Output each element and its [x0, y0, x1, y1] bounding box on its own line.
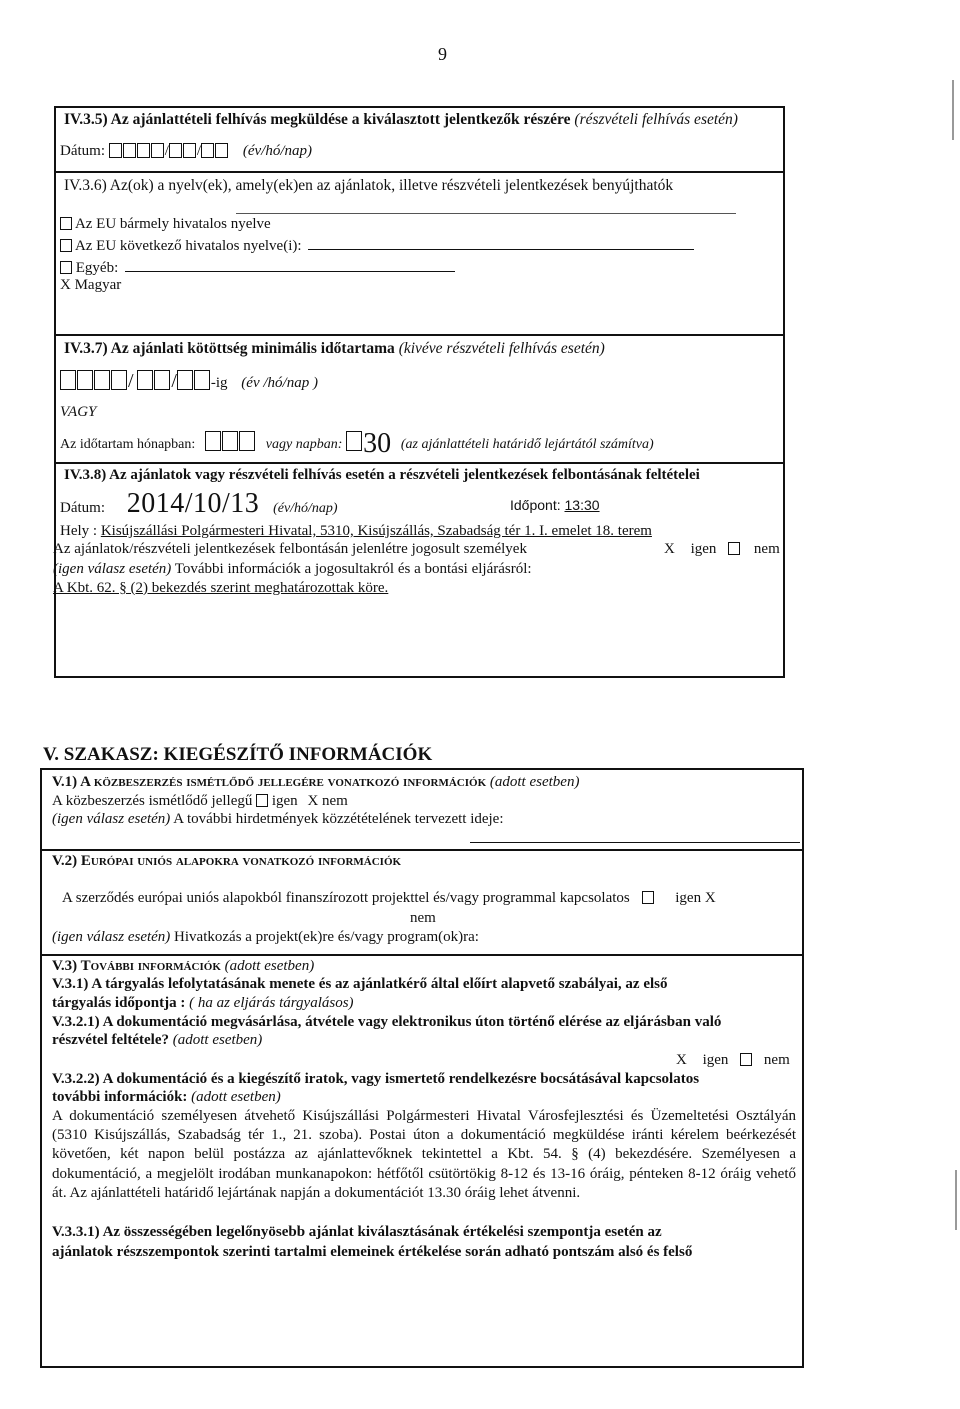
iv37-months-label: Az időtartam hónapban:: [60, 437, 196, 452]
iv38-date-row: [60, 488, 338, 520]
lang-specific-label: Az EU következő hivatalos nyelve(i):: [74, 238, 302, 254]
iv37-day-boxes[interactable]: [177, 370, 211, 395]
v322-body: A dokumentáció személyesen átvehető Kisújszállási Polgármesteri Hivatal Városfejlesztési és Üzemeltetési Osztályán (5310 Kisújszállás, Szabadság tér 1., 21. szoba). Postai úton a dokumentáció megküldése iránti kérelem beérkezését követően, két napon belül postázza az ajánlattevőknek tekintettel a Kbt. 54. § (4) bekezdésére. Személyesen a dokumentáció, a megjelölt irodában munkanapokon: hétfőtől csütörtökig 8-12 és 13-16 óráig, pénteken 8-12 óráig vehető át. Az ajánlattételi határidő lejártának napján a dokumentációt 13.30 óráig lehet átvenni.: [52, 1108, 796, 1201]
iv36-opt2-row: [60, 238, 694, 255]
divider-iv38: [54, 462, 785, 464]
v2-title: V.2) Európai uniós alapokra vonatkozó információk: [52, 853, 402, 869]
iv35-date-format: (év/hó/nap): [242, 143, 312, 159]
v322-title: V.3.2.2) A dokumentáció és a kiegészítő iratok, vagy ismertető rendelkezésre bocsátásával kapcsolatos: [52, 1071, 700, 1087]
v2-text: A szerződés európai uniós alapokból finanszírozott projekttel és/vagy programmal kapcsolatos: [62, 890, 630, 906]
lang-other-label: Egyéb:: [75, 260, 119, 276]
v322-note: (adott esetben): [191, 1089, 281, 1105]
iv38-info-row: [53, 561, 532, 578]
v31-title: V.3.1) A tárgyalás lefolytatásának menete és az ajánlatkérő által előírt alapvető szabályai, az első: [52, 976, 668, 992]
iv38-yesno: [664, 541, 780, 558]
v1-yes-label: igen: [271, 793, 298, 809]
iv35-month-boxes[interactable]: [169, 143, 197, 163]
v321-title: V.3.2.1) A dokumentáció megvásárlása, átvétele vagy elektronikus úton történő elérése az eljárásban való: [52, 1014, 722, 1030]
iv37-date-row: [60, 370, 318, 395]
v1-yes-checkbox[interactable]: [256, 794, 268, 807]
v2-line2: [52, 929, 479, 946]
lang-other-checkbox[interactable]: [60, 261, 72, 274]
v1-note2: (igen válasz esetén): [52, 811, 171, 827]
v3-note: (adott esetben): [224, 958, 315, 974]
divider-v3: [40, 954, 804, 956]
section-v-heading: V. SZAKASZ: KIEGÉSZÍTŐ INFORMÁCIÓK: [43, 744, 433, 765]
v3-title: V.3) További információk: [52, 958, 221, 974]
iv37-note: (kivéve részvételi felhívás esetén): [398, 340, 605, 357]
iv36-opt1-row: [60, 216, 271, 233]
v321-yes-label: igen: [702, 1052, 729, 1068]
iv38-yes-label: igen: [690, 541, 717, 557]
iv38-info-note: (igen válasz esetén): [53, 561, 172, 577]
iv37-days-value: 30: [363, 428, 392, 459]
iv38-title: IV.3.8) Az ajánlatok vagy részvételi felhívás esetén a részvételi jelentkezések felbontásának feltételei: [64, 467, 700, 483]
iv38-no-checkbox[interactable]: [728, 542, 740, 555]
scan-edge-mark: [955, 1170, 957, 1230]
iv37-months-boxes[interactable]: [205, 431, 256, 456]
iv37-days-box[interactable]: [346, 431, 363, 456]
iv38-time-row: [510, 497, 600, 513]
lang-specific-field[interactable]: [308, 249, 694, 250]
v31-title2: tárgyalás időpontja :: [52, 995, 186, 1011]
iv37-ig: -ig: [210, 375, 228, 391]
iv37-vagy: VAGY: [60, 404, 97, 420]
lang-magyar: X Magyar: [60, 277, 122, 293]
v331-title2: ajánlatok részszempontok szerinti tartalmi elemeinek értékelése során adható pontszám alsó és felső: [52, 1244, 693, 1260]
v1-answer-line[interactable]: [470, 842, 800, 843]
iv38-place-row: [60, 523, 652, 540]
slash: /: [164, 143, 169, 159]
iv35-date-row: [60, 143, 312, 163]
v321-title2: részvétel feltétele?: [52, 1032, 169, 1048]
v2-note: (igen válasz esetén): [52, 929, 171, 945]
v1-title-row: [52, 774, 579, 791]
iv37-year-boxes[interactable]: [60, 370, 128, 395]
v331-title: V.3.3.1) Az összességében legelőnyösebb ajánlat kiválasztásának értékelési szempontja esetén az: [52, 1224, 662, 1240]
iv38-time-label: Időpont:: [510, 497, 561, 513]
iv38-time-value: 13:30: [564, 497, 600, 513]
v2-yes-label: igen X: [675, 890, 716, 906]
iv37-title: IV.3.7) Az ajánlati kötöttség minimális időtartama: [64, 340, 395, 357]
iv38-yes-mark[interactable]: X: [664, 541, 675, 557]
iv35-title-row: [64, 111, 738, 129]
iv35-note: (részvételi felhívás esetén): [574, 111, 738, 128]
v1-title: V.1) A közbeszerzés ismétlődő jellegére vonatkozó információk: [52, 774, 487, 790]
v31-title2-row: [52, 995, 354, 1012]
iv38-date-label: Dátum:: [60, 500, 105, 516]
iv38-kbt-text: A Kbt. 62. § (2) bekezdés szerint meghatározottak köre.: [53, 580, 389, 596]
divider-v2: [40, 849, 804, 851]
v1-no-label: X nem: [307, 793, 348, 809]
v2-no-label: nem: [410, 910, 436, 926]
iv36-opt3-row: [60, 260, 455, 277]
slash: /: [171, 370, 177, 392]
iv37-or-days: vagy napban:: [265, 437, 343, 452]
v3-title-row: [52, 958, 314, 975]
divider-iv37: [54, 334, 785, 336]
v1-line1: [52, 793, 348, 810]
iv35-year-boxes[interactable]: [109, 143, 165, 163]
v321-no-label: nem: [763, 1052, 790, 1068]
v322-title2: további információk:: [52, 1089, 188, 1105]
iv35-date-label: Dátum:: [60, 143, 105, 159]
iv37-duration-row: [60, 428, 654, 460]
v321-yesno: [676, 1052, 790, 1069]
v2-ref: Hivatkozás a projekt(ek)re és/vagy program(ok)ra:: [174, 929, 479, 945]
v31-note: ( ha az eljárás tárgyalásos): [189, 995, 354, 1011]
v1-recurring-text: A közbeszerzés ismétlődő jellegű: [52, 793, 253, 809]
v321-note: (adott esetben): [172, 1032, 263, 1048]
iv38-date-value: 2014/10/13: [126, 488, 260, 519]
v321-title2-row: [52, 1032, 262, 1049]
iv38-info-text: További információk a jogosultakról és a bontási eljárásról:: [174, 561, 532, 577]
iv38-place-label: Hely :: [60, 523, 98, 539]
v1-note: (adott esetben): [489, 774, 580, 790]
iv38-no-label: nem: [753, 541, 780, 557]
iv37-date-format: (év /hó/nap ): [241, 375, 318, 391]
v1-line2: [52, 811, 504, 828]
divider-iv36: [54, 171, 785, 173]
iv35-day-boxes[interactable]: [201, 143, 229, 163]
v321-yes-mark[interactable]: X: [676, 1052, 687, 1068]
iv38-date-format: (év/hó/nap): [273, 501, 338, 516]
page-number: 9: [438, 44, 447, 64]
v2-yes-checkbox[interactable]: [642, 891, 654, 904]
iv38-persons-text: Az ajánlatok/részvételi jelentkezések felbontásán jelenlétre jogosult személyek: [53, 541, 527, 557]
slash: /: [128, 370, 134, 392]
iv37-title-row: [64, 340, 605, 358]
slash: /: [196, 143, 202, 159]
lang-specific-checkbox[interactable]: [60, 239, 72, 252]
v1-line2-text: A további hirdetmények közzétételének tervezett ideje:: [173, 811, 504, 827]
iv37-days-note: (az ajánlattételi határidő lejártától számítva): [400, 437, 654, 452]
iv37-month-boxes[interactable]: [137, 370, 171, 395]
lang-other-field[interactable]: [125, 271, 455, 272]
v321-no-checkbox[interactable]: [740, 1053, 752, 1066]
lang-separator-line: [236, 213, 736, 214]
iv35-title: IV.3.5) Az ajánlattételi felhívás megküldése a kiválasztott jelentkezők részére: [64, 111, 571, 128]
iv36-title: IV.3.6) Az(ok) a nyelv(ek), amely(ek)en az ajánlatok, illetve részvételi jelentkezések benyújthatók: [64, 177, 674, 194]
lang-any-checkbox[interactable]: [60, 217, 72, 230]
scan-edge-mark: [952, 80, 954, 140]
iv38-persons-row: [53, 541, 527, 558]
lang-any-label: Az EU bármely hivatalos nyelve: [74, 216, 271, 232]
v2-line1: [62, 890, 716, 907]
v322-title2-row: [52, 1089, 281, 1106]
iv38-place-value: Kisújszállási Polgármesteri Hivatal, 5310, Kisújszállás, Szabadság tér 1. I. emelet 18. terem: [100, 523, 652, 539]
